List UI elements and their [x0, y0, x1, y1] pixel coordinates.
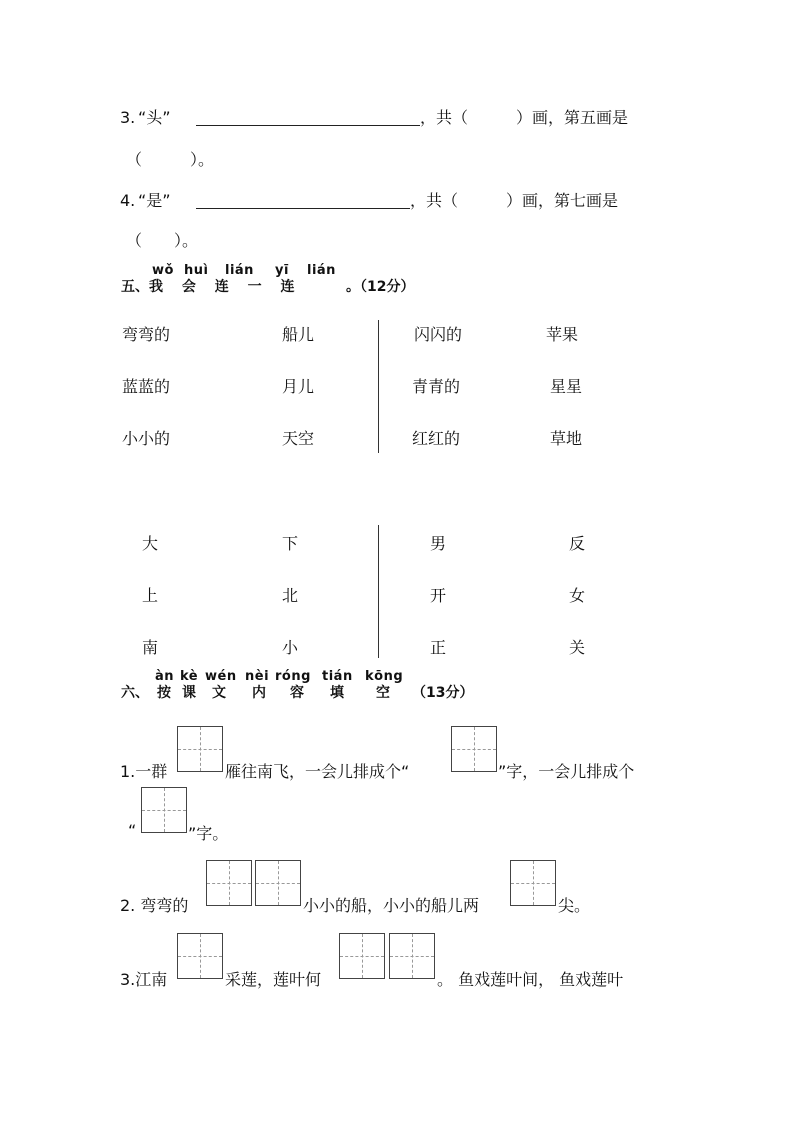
s6-pinyin-7: kōng: [365, 669, 404, 684]
s6-q2-part-a: 2. 弯弯的: [120, 896, 189, 915]
s6-q2-box-1[interactable]: [206, 860, 252, 906]
s6-pinyin-5: róng: [275, 669, 311, 684]
g1-right-b-2: 星星: [550, 377, 583, 396]
q4-answer-line[interactable]: [196, 208, 410, 209]
g1-right-b-3: 草地: [550, 429, 583, 448]
s6-pinyin-6: tián: [322, 669, 353, 684]
s5-title: 五、我 会 连 一 连: [121, 279, 295, 295]
g2-right-b-3: 关: [569, 638, 586, 657]
s6-title-char-4: 内: [252, 685, 266, 701]
q3-line2: （ ）。: [126, 150, 215, 169]
g2-right-a-3: 正: [430, 638, 447, 657]
s6-q1-box-1[interactable]: [177, 726, 223, 772]
q4-line2: （ ）。: [126, 231, 199, 250]
g2-right-b-2: 女: [569, 586, 586, 605]
q3-answer-line[interactable]: [196, 125, 420, 126]
s6-title-char-2: 课: [182, 685, 196, 701]
g2-left-a-3: 南: [142, 638, 159, 657]
s6-q3-part-a: 3.江南: [120, 970, 168, 989]
s6-title-char-1: 按: [157, 685, 171, 701]
s6-q1-part-c: ”字，一会儿排成个: [498, 762, 635, 781]
s6-q1-part-a: 1.一群: [120, 762, 168, 781]
g2-right-a-1: 男: [430, 534, 447, 553]
g2-divider: [378, 525, 379, 658]
s6-pinyin-2: kè: [180, 669, 199, 684]
s6-q3-box-1[interactable]: [177, 933, 223, 979]
g2-left-a-2: 上: [142, 586, 159, 605]
s6-title-char-5: 容: [290, 685, 304, 701]
g1-left-b-1: 船儿: [282, 325, 315, 344]
q4-number: 4.: [120, 191, 136, 210]
g1-left-a-2: 蓝蓝的: [122, 377, 171, 396]
g1-right-a-1: 闪闪的: [414, 325, 463, 344]
s6-q2-box-2[interactable]: [255, 860, 301, 906]
s5-pinyin-3: lián: [225, 263, 254, 278]
s6-q3-box-2[interactable]: [339, 933, 385, 979]
g1-right-a-2: 青青的: [412, 377, 461, 396]
s6-q1-part-d: “: [128, 821, 137, 840]
s6-title-char-7: 空: [376, 685, 390, 701]
s6-pinyin-3: wén: [205, 669, 237, 684]
g1-left-a-3: 小小的: [122, 429, 171, 448]
q3-tail: ，共（ ）画，第五画是: [420, 108, 629, 127]
g1-left-a-1: 弯弯的: [122, 325, 171, 344]
s6-title-char-3: 文: [212, 685, 226, 701]
s6-pinyin-4: nèi: [245, 669, 270, 684]
g1-right-a-3: 红红的: [412, 429, 461, 448]
s6-prefix: 六、: [121, 685, 149, 701]
s6-q1-box-2[interactable]: [451, 726, 497, 772]
g2-right-a-2: 开: [430, 586, 447, 605]
s6-title-char-6: 填: [330, 685, 344, 701]
s6-q1-part-e: ”字。: [188, 824, 229, 843]
s6-q1-box-3[interactable]: [141, 787, 187, 833]
s6-score: （13分）: [412, 685, 474, 701]
g1-left-b-2: 月儿: [282, 377, 315, 396]
g2-right-b-1: 反: [569, 534, 586, 553]
g2-left-b-1: 下: [282, 534, 299, 553]
s6-pinyin-1: àn: [155, 669, 175, 684]
s5-pinyin-1: wǒ: [152, 263, 174, 278]
g1-divider: [378, 320, 379, 453]
g1-left-b-3: 天空: [282, 429, 315, 448]
q4-tail: ，共（ ）画，第七画是: [410, 191, 619, 210]
q3-number: 3.: [120, 108, 136, 127]
s5-score: 。（12分）: [346, 279, 415, 295]
q3-char: “头”: [138, 108, 171, 127]
g1-right-b-1: 苹果: [546, 325, 579, 344]
s6-q2-box-3[interactable]: [510, 860, 556, 906]
s6-q2-part-c: 尖。: [558, 896, 591, 915]
g2-left-b-2: 北: [282, 586, 299, 605]
s6-q3-part-c: 。 鱼戏莲叶间， 鱼戏莲叶: [437, 970, 624, 989]
q4-char: “是”: [138, 191, 171, 210]
s6-q1-part-b: 雁往南飞，一会儿排成个“: [225, 762, 410, 781]
g2-left-b-3: 小: [282, 638, 299, 657]
g2-left-a-1: 大: [142, 534, 159, 553]
s5-pinyin-4: yī: [275, 263, 289, 278]
s5-pinyin-2: huì: [184, 263, 209, 278]
s6-q2-part-b: 小小的船，小小的船儿两: [303, 896, 480, 915]
s6-q3-part-b: 采莲，莲叶何: [225, 970, 322, 989]
s6-q3-box-3[interactable]: [389, 933, 435, 979]
s5-pinyin-5: lián: [307, 263, 336, 278]
